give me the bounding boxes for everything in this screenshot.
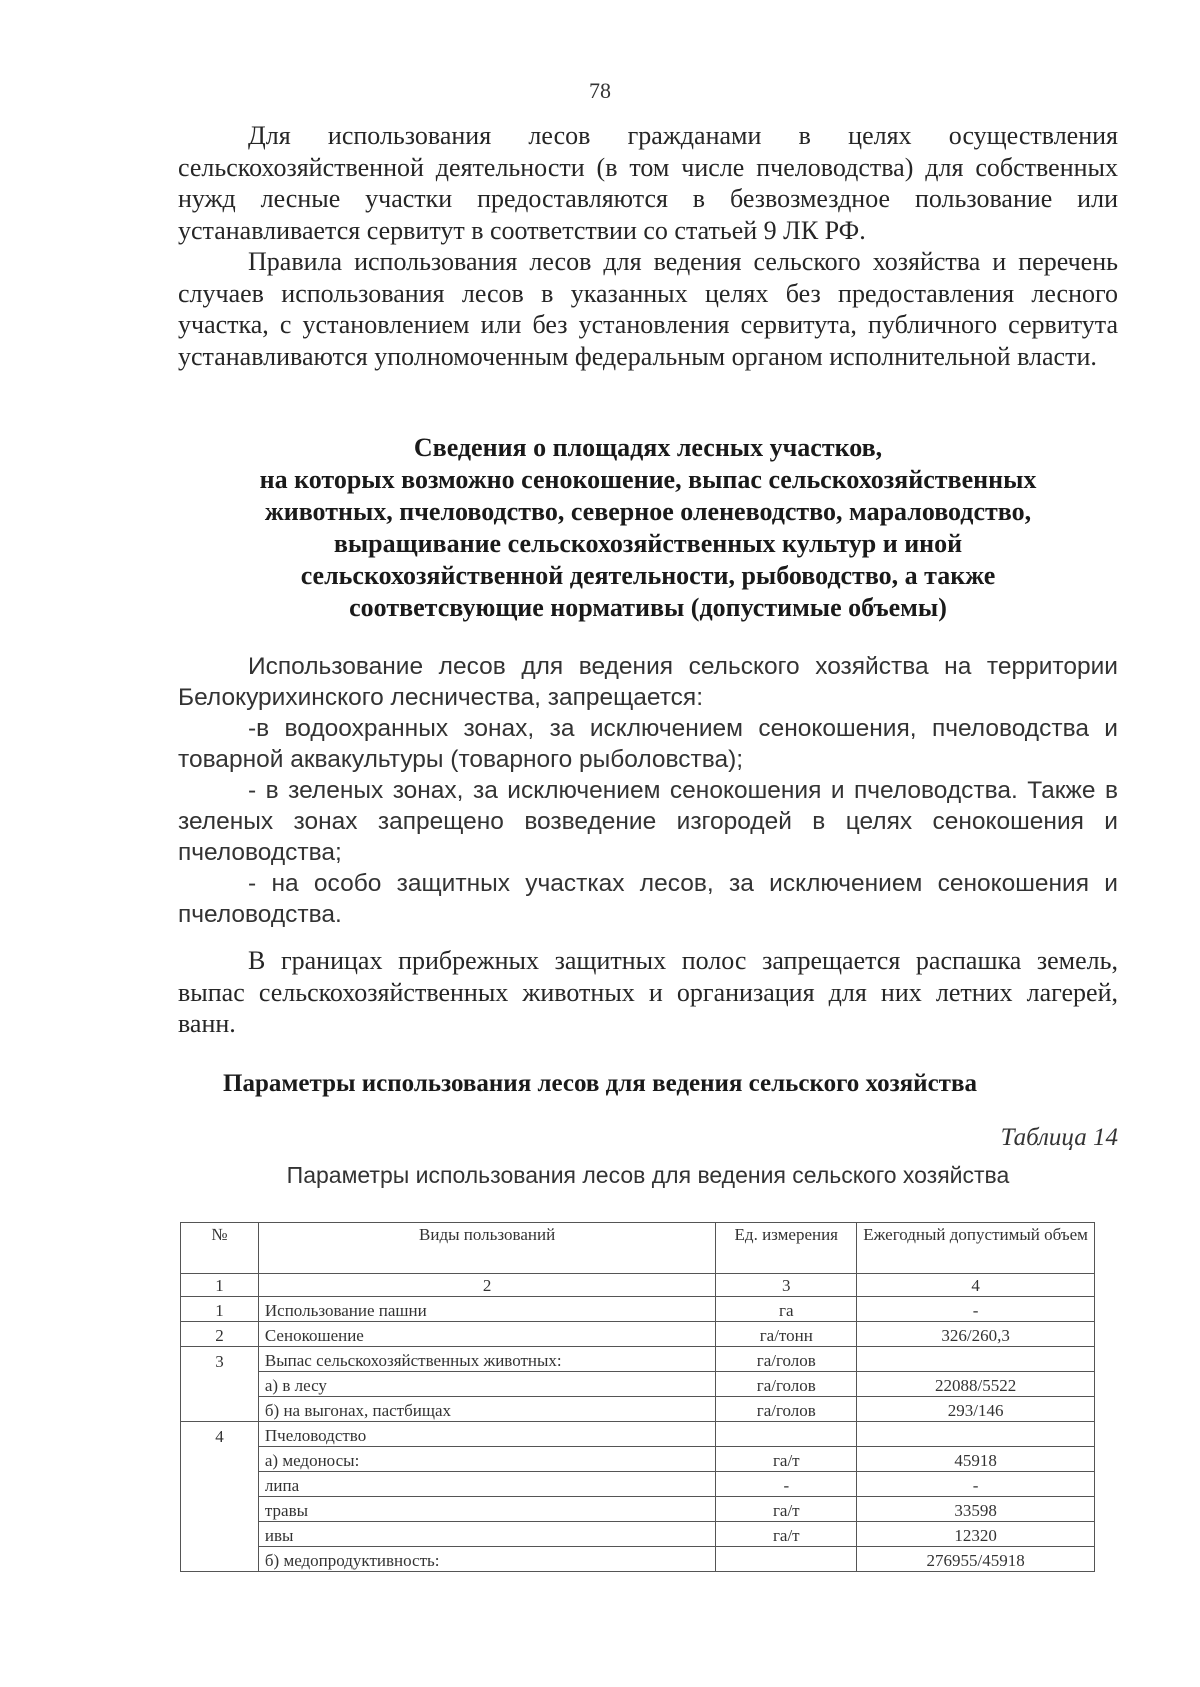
heading-line: на которых возможно сенокошение, выпас сельскохозяйственных <box>259 465 1037 494</box>
table-cell-name: Использование пашни <box>258 1297 715 1322</box>
table-cell-num <box>181 1372 259 1397</box>
table-cell-name: Сенокошение <box>258 1322 715 1347</box>
table-label: Таблица 14 <box>1000 1124 1118 1151</box>
paragraph: - в зеленых зонах, за исключением сенокошения и пчеловодства. Также в зеленых зонах запрещено возведение изгородей в целях сенокошения и пчеловодства; <box>178 777 1118 866</box>
table-row <box>181 1372 1095 1397</box>
table-row <box>181 1547 1095 1572</box>
intro-text <box>178 120 1118 372</box>
heading-line: выращивание сельскохозяйственных культур и иной <box>333 529 963 558</box>
header-cell: Виды пользований <box>258 1223 715 1274</box>
section-heading <box>178 432 1118 624</box>
table-cell-num <box>181 1547 259 1572</box>
table-cell-num <box>181 1447 259 1472</box>
paragraph: - на особо защитных участках лесов, за исключением сенокошения и пчеловодства. <box>178 870 1118 928</box>
table-cell-value: 293/146 <box>857 1397 1095 1422</box>
column-number: 1 <box>181 1274 259 1297</box>
table-cell-unit: га/т <box>716 1522 857 1547</box>
paragraph: Использование лесов для ведения сельского хозяйства на территории Белокурихинского лесничества, запрещается: <box>178 653 1118 711</box>
table-cell-value <box>857 1422 1095 1447</box>
table-cell-value: - <box>857 1472 1095 1497</box>
header-cell: Ежегодный допустимый объем <box>857 1223 1095 1274</box>
table-row <box>181 1447 1095 1472</box>
column-number: 3 <box>716 1274 857 1297</box>
table-row <box>181 1472 1095 1497</box>
table-cell-unit: га/голов <box>716 1372 857 1397</box>
table-cell-unit <box>716 1422 857 1447</box>
header-cell: Ед. измерения <box>716 1223 857 1274</box>
table-header-row <box>181 1223 1095 1274</box>
column-number-row <box>181 1274 1095 1297</box>
table-row <box>181 1497 1095 1522</box>
paragraph: Правила использования лесов для ведения сельского хозяйства и перечень случаев использования лесов в указанных целях без предоставления лесного участка, с установлением или без установления сервитута, публичного сервитута устанавливаются уполномоченным федеральным органом исполнительной власти. <box>178 247 1118 371</box>
heading-line: Сведения о площадях лесных участков, <box>413 433 883 462</box>
table-cell-unit: га/тонн <box>716 1322 857 1347</box>
table-cell-unit: га/голов <box>716 1397 857 1422</box>
table-cell-name: Выпас сельскохозяйственных животных: <box>258 1347 715 1372</box>
table-cell-num: 2 <box>181 1322 259 1347</box>
table-row <box>181 1422 1095 1447</box>
coastal-text <box>178 945 1118 1040</box>
table-cell-unit: га/голов <box>716 1347 857 1372</box>
table-cell-unit: га <box>716 1297 857 1322</box>
table-cell-name: б) на выгонах, пастбищах <box>258 1397 715 1422</box>
table-cell-num: 3 <box>181 1347 259 1372</box>
table-cell-num: 1 <box>181 1297 259 1322</box>
table-cell-unit: га/т <box>716 1497 857 1522</box>
table-cell-name: б) медопродуктивность: <box>258 1547 715 1572</box>
table-cell-value: 326/260,3 <box>857 1322 1095 1347</box>
table-row <box>181 1322 1095 1347</box>
parameters-table <box>180 1222 1095 1572</box>
table-cell-num: 4 <box>181 1422 259 1447</box>
table-body <box>181 1297 1095 1572</box>
column-number: 4 <box>857 1274 1095 1297</box>
table-cell-value: 276955/45918 <box>857 1547 1095 1572</box>
table-cell-unit <box>716 1547 857 1572</box>
table-cell-unit: га/т <box>716 1447 857 1472</box>
table-cell-name: травы <box>258 1497 715 1522</box>
table-row <box>181 1347 1095 1372</box>
table-cell-value: - <box>857 1297 1095 1322</box>
paragraph: В границах прибрежных защитных полос запрещается распашка земель, выпас сельскохозяйственных животных и организация для них летних лагерей, ванн. <box>178 946 1118 1038</box>
table-cell-unit: - <box>716 1472 857 1497</box>
heading-line: соответсвующие нормативы (допустимые объемы) <box>349 593 947 622</box>
table-cell-value: 45918 <box>857 1447 1095 1472</box>
table-cell-num <box>181 1397 259 1422</box>
table-cell-name: ивы <box>258 1522 715 1547</box>
table-cell-name: а) медоносы: <box>258 1447 715 1472</box>
table-row <box>181 1297 1095 1322</box>
table-caption: Параметры использования лесов для ведения сельского хозяйства <box>286 1162 1010 1188</box>
heading-line: сельскохозяйственной деятельности, рыбоводство, а также <box>300 561 996 590</box>
table-row <box>181 1397 1095 1422</box>
table-row <box>181 1522 1095 1547</box>
section-title: Параметры использования лесов для ведения сельского хозяйства <box>223 1070 977 1097</box>
column-number: 2 <box>258 1274 715 1297</box>
table-cell-name: а) в лесу <box>258 1372 715 1397</box>
restrictions-text <box>178 651 1118 930</box>
heading-line: животных, пчеловодство, северное оленеводство, мараловодство, <box>264 497 1032 526</box>
table-cell-name: Пчеловодство <box>258 1422 715 1447</box>
table-cell-name: липа <box>258 1472 715 1497</box>
paragraph: Для использования лесов гражданами в целях осуществления сельскохозяйственной деятельности (в том числе пчеловодства) для собственных нужд лесные участки предоставляются в безвозмездное пользование или устанавливается сервитут в соответствии со статьей 9 ЛК РФ. <box>178 121 1118 245</box>
paragraph: -в водоохранных зонах, за исключением сенокошения, пчеловодства и товарной аквакультуры (товарного рыболовства); <box>178 715 1118 773</box>
table-cell-value: 12320 <box>857 1522 1095 1547</box>
page-number: 78 <box>589 78 611 103</box>
table-cell-value: 22088/5522 <box>857 1372 1095 1397</box>
table-cell-num <box>181 1472 259 1497</box>
table-cell-num <box>181 1522 259 1547</box>
table-cell-value: 33598 <box>857 1497 1095 1522</box>
table-cell-value <box>857 1347 1095 1372</box>
table-cell-num <box>181 1497 259 1522</box>
header-cell: № <box>181 1223 259 1274</box>
